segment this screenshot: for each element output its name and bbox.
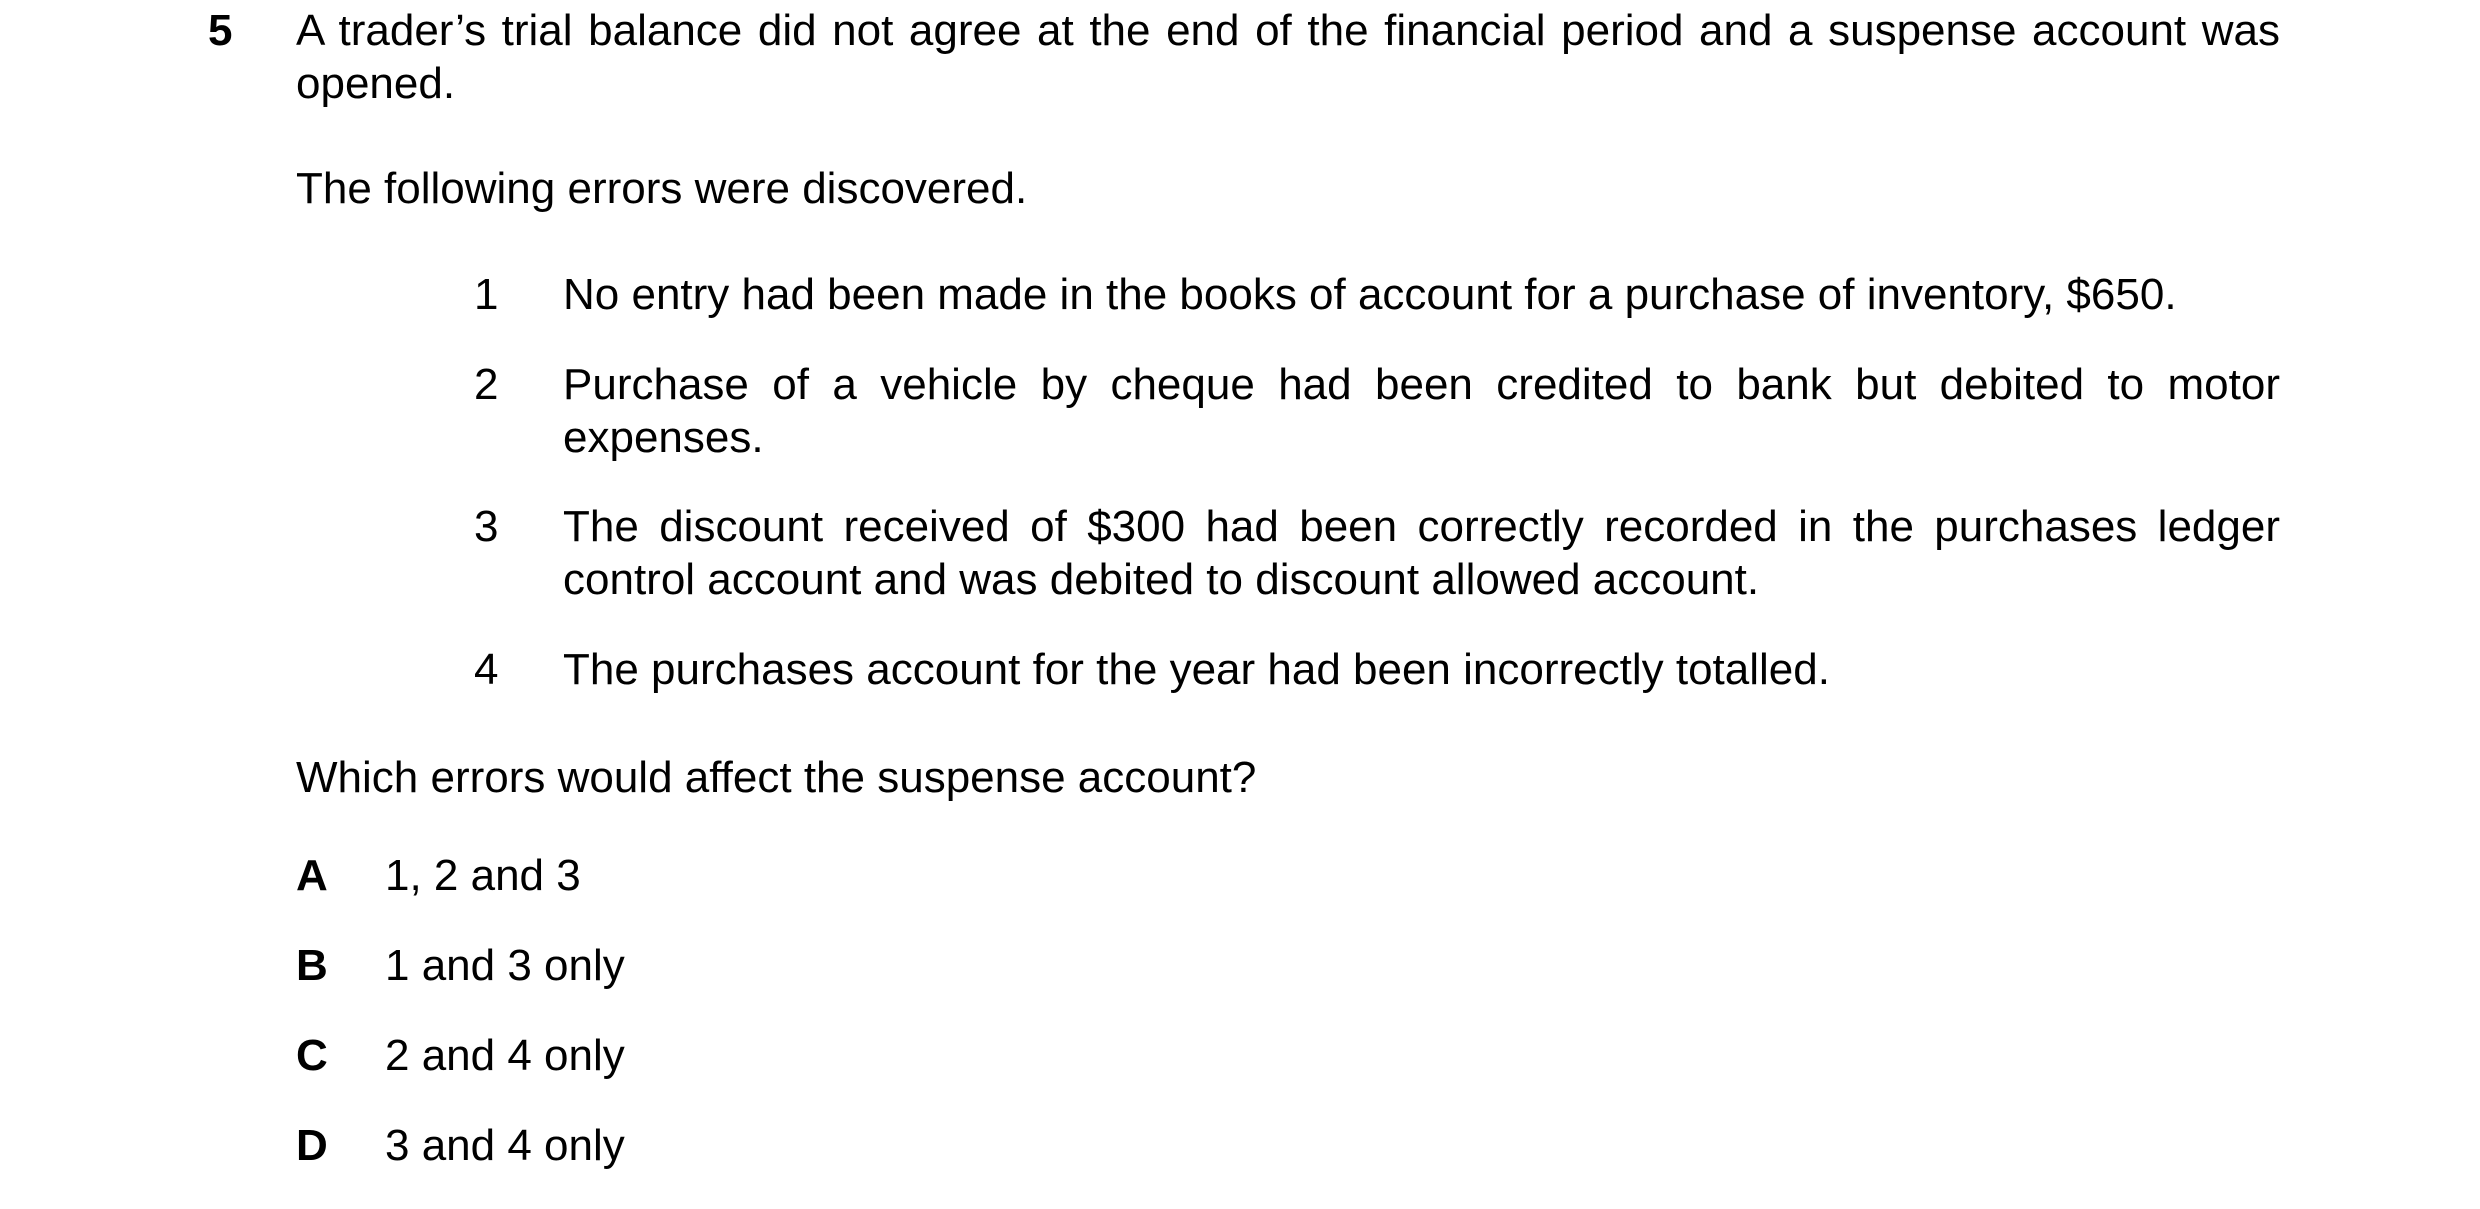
option-text: 1 and 3 only	[385, 941, 625, 990]
option-letter: B	[296, 941, 328, 990]
option-letter: C	[296, 1031, 328, 1080]
option-letter: A	[296, 851, 328, 900]
error-number: 3	[474, 502, 499, 551]
option-letter: D	[296, 1121, 328, 1170]
question-intro: A trader’s trial balance did not agree at the end of the financial period and a suspense account was opened.	[296, 6, 2280, 108]
error-number: 2	[474, 360, 499, 409]
question-number: 5	[208, 6, 233, 55]
error-text: The purchases account for the year had been incorrectly totalled.	[563, 645, 1830, 694]
error-text: The discount received of $300 had been correctly recorded in the purchases ledger control account and was debited to discount allowed account.	[563, 502, 2280, 604]
error-number: 1	[474, 270, 499, 319]
errors-lead-text: The following errors were discovered.	[296, 164, 1028, 213]
error-text: Purchase of a vehicle by cheque had been credited to bank but debited to motor expenses.	[563, 360, 2280, 462]
error-number: 4	[474, 645, 499, 694]
option-text: 3 and 4 only	[385, 1121, 625, 1170]
option-text: 1, 2 and 3	[385, 851, 581, 900]
question-prompt: Which errors would affect the suspense account?	[296, 753, 1257, 802]
error-text: No entry had been made in the books of account for a purchase of inventory, $650.	[563, 270, 2177, 319]
option-text: 2 and 4 only	[385, 1031, 625, 1080]
